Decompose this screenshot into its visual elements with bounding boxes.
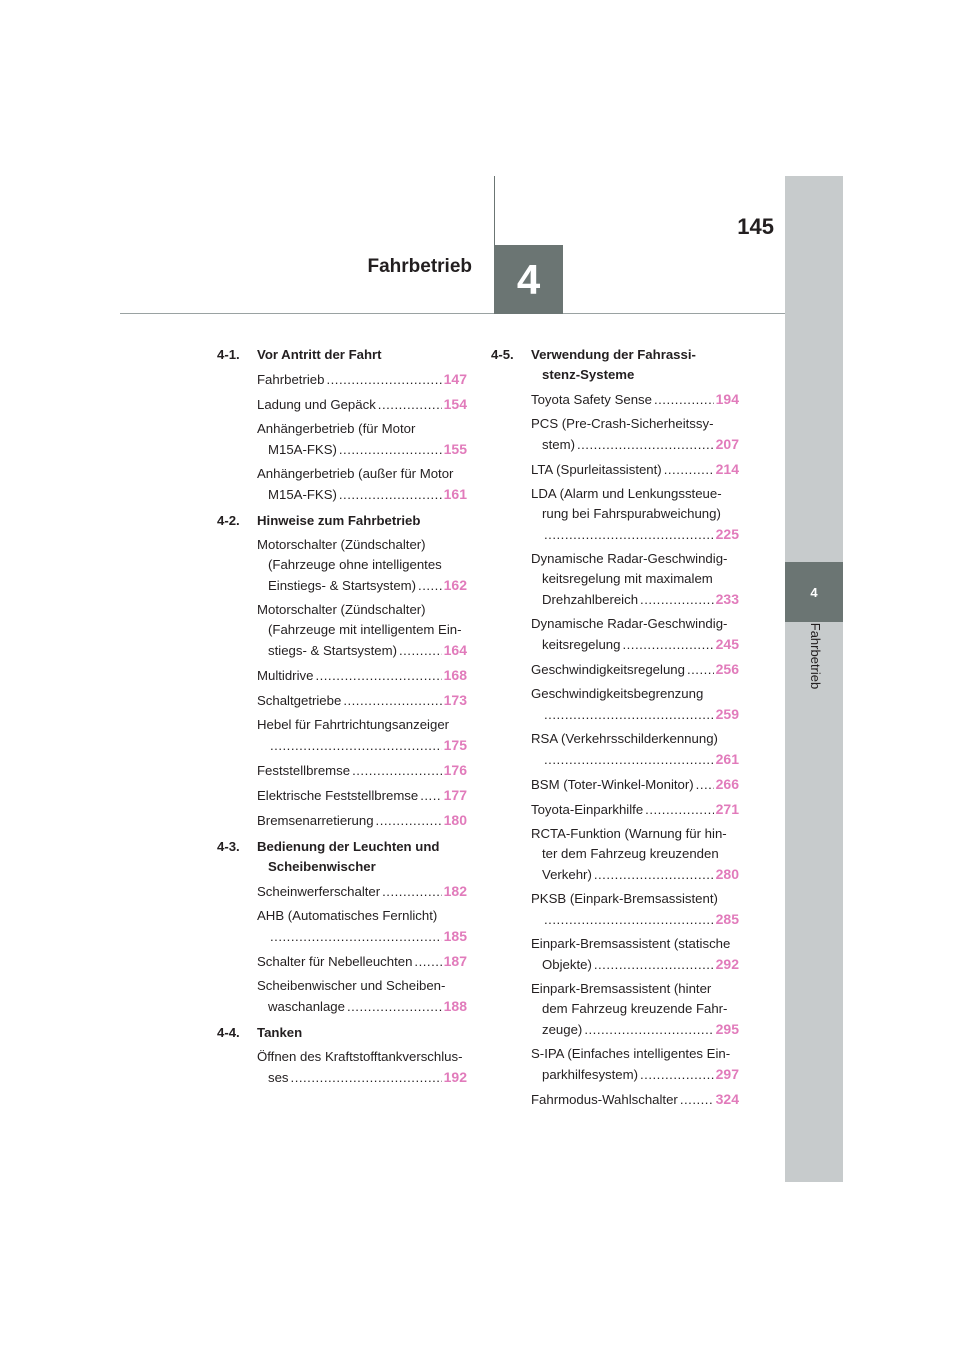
entry-last-line [257,760,467,781]
dot-leader [315,666,441,686]
dot-leader [680,1090,714,1110]
dot-leader [696,775,714,795]
section-heading [217,511,467,531]
dot-leader [270,927,442,947]
entry-text: Einstiegs- & Startsystem) [268,578,417,593]
dot-leader [544,525,714,545]
entry-text-line: Motorschalter (Zündschalter) [257,602,426,617]
page-link[interactable]: 175 [443,737,467,753]
page-link[interactable]: 177 [443,787,467,803]
entry-last-line [257,735,467,756]
page-link[interactable]: 259 [715,706,739,722]
toc-section [491,345,739,1110]
toc-section [217,511,467,831]
entry-text-line: keitsregelung mit maximalem [542,571,713,586]
page-link[interactable]: 233 [715,591,739,607]
dot-leader [594,955,714,975]
section-number: 4-5. [491,347,514,362]
page-link[interactable]: 187 [443,953,467,969]
page-link[interactable]: 245 [715,636,739,652]
dot-leader [594,865,714,885]
entry-text: M15A-FKS) [268,442,337,457]
section-title [257,345,467,365]
dot-leader [326,370,441,390]
entry-text-line: (Fahrzeuge mit intelligentem Ein- [268,622,462,637]
entry-last-line [531,1089,739,1110]
entry-text: zeuge) [542,1022,583,1037]
page-link[interactable]: 214 [715,461,739,477]
page-link[interactable]: 164 [443,642,467,658]
page-link[interactable]: 162 [443,577,467,593]
toc-entry[interactable] [257,464,467,505]
entry-text-line: Dynamische Radar-Geschwindig- [531,616,728,631]
dot-leader [420,786,441,806]
entry-last-line [257,951,467,972]
page-link[interactable]: 256 [715,661,739,677]
page-link[interactable]: 280 [715,866,739,882]
section-title-line: Tanken [257,1025,303,1040]
entry-last-line [531,634,739,655]
toc-entry[interactable] [531,414,739,455]
entry-text: keitsregelung [542,637,621,652]
toc-entry[interactable] [531,459,739,480]
entry-text: stiegs- & Startsystem) [268,643,397,658]
dot-leader [640,590,714,610]
dot-leader [352,761,442,781]
toc-left-column [217,345,467,1094]
entry-text: Bremsenarretierung [257,813,374,828]
chapter-title: Fahrbetrieb [367,256,472,277]
page-link[interactable]: 185 [443,928,467,944]
entry-text-line: PKSB (Einpark-Bremsassistent) [531,891,718,906]
entry-text: Elektrische Feststellbremse [257,788,419,803]
toc-entry[interactable] [531,774,739,795]
entry-last-line [531,799,739,820]
entry-text: Verkehr) [542,867,592,882]
page-link[interactable]: 292 [715,956,739,972]
toc-entry[interactable] [531,729,739,770]
dot-leader [382,882,442,902]
dot-leader [640,1065,714,1085]
page-link[interactable]: 194 [715,391,739,407]
dot-leader [577,435,714,455]
section-heading [217,1023,467,1043]
toc-entry[interactable] [257,535,467,596]
section-number: 4-4. [217,1025,240,1040]
entry-text-line: Anhängerbetrieb (für Motor [257,421,416,436]
page-link[interactable]: 180 [443,812,467,828]
section-number: 4-2. [217,513,240,528]
entry-text: LTA (Spurleitassistent) [531,462,662,477]
entry-text: M15A-FKS) [268,487,337,502]
entry-text-line: Öffnen des Kraftstofftankverschlus- [257,1049,463,1064]
entry-text-line: Einpark-Bremsassistent (statische [531,936,731,951]
entry-text-line: dem Fahrzeug kreuzende Fahr- [542,1001,728,1016]
page-link[interactable]: 266 [715,776,739,792]
page-link[interactable]: 285 [715,911,739,927]
entry-last-line [257,665,467,686]
entry-last-line [257,810,467,831]
toc-entry[interactable] [257,951,467,972]
dot-leader [645,800,713,820]
section-title-line: Bedienung der Leuchten und [257,839,440,854]
section-number: 4-1. [217,347,240,362]
entry-last-line [257,484,467,505]
entry-last-line [257,439,467,460]
entry-text: Schalter für Nebelleuchten [257,954,413,969]
toc-entry[interactable] [257,600,467,661]
dot-leader [544,705,714,725]
entry-text: Multidrive [257,668,314,683]
entry-text: BSM (Toter-Winkel-Monitor) [531,777,694,792]
entry-text: Geschwindigkeitsregelung [531,662,685,677]
dot-leader [687,660,714,680]
toc-entry[interactable] [531,824,739,885]
entry-last-line [531,864,739,885]
dot-leader [376,811,442,831]
entry-text: ses [268,1070,289,1085]
page-link[interactable]: 173 [443,692,467,708]
section-title [257,1023,467,1043]
entry-last-line [257,1067,467,1088]
page-link[interactable]: 297 [715,1066,739,1082]
dot-leader [378,395,442,415]
toc-entry[interactable] [257,369,467,390]
entry-last-line [257,369,467,390]
dot-leader [339,440,442,460]
entry-last-line [531,389,739,410]
toc-entry[interactable] [531,659,739,680]
toc-entry[interactable] [531,389,739,410]
entry-last-line [531,954,739,975]
entry-last-line [257,926,467,947]
page-link[interactable]: 168 [443,667,467,683]
entry-last-line [257,690,467,711]
entry-last-line [257,575,467,596]
entry-text-line: Einpark-Bremsassistent (hinter [531,981,712,996]
section-title-line: Vor Antritt der Fahrt [257,347,382,362]
page-link[interactable]: 261 [715,751,739,767]
toc-entry[interactable] [257,419,467,460]
toc-entry[interactable] [257,665,467,686]
page-link[interactable]: 295 [715,1021,739,1037]
entry-text-line: S-IPA (Einfaches intelligentes Ein- [531,1046,731,1061]
entry-text: Schaltgetriebe [257,693,342,708]
page-link[interactable]: 271 [715,801,739,817]
section-title-line: Scheibenwischer [268,859,376,874]
entry-text: Toyota-Einparkhilfe [531,802,644,817]
section-title-line: Verwendung der Fahrassi- [531,347,696,362]
chapter-number-box: 4 [494,245,563,314]
entry-last-line [257,881,467,902]
toc-entry[interactable] [531,1044,739,1085]
entry-text-line: RSA (Verkehrsschilderkennung) [531,731,718,746]
entry-last-line [531,459,739,480]
toc-entry[interactable] [531,484,739,545]
entry-last-line [531,434,739,455]
entry-last-line [531,589,739,610]
toc-section [217,837,467,1017]
toc-entry[interactable] [531,979,739,1040]
toc-entry[interactable] [257,976,467,1017]
toc-section [217,345,467,505]
entry-text: Feststellbremse [257,763,351,778]
section-title-line: stenz-Systeme [542,367,635,382]
section-heading [217,837,467,877]
entry-text-line: (Fahrzeuge ohne intelligentes [268,557,442,572]
entry-text-line: AHB (Automatisches Fernlicht) [257,908,438,923]
dot-leader [654,390,714,410]
side-tab-number: 4 [785,562,843,622]
dot-leader [584,1020,713,1040]
page-link[interactable]: 182 [443,883,467,899]
entry-text-line: ter dem Fahrzeug kreuzenden [542,846,719,861]
dot-leader [664,460,714,480]
page-number: 145 [737,214,774,239]
dot-leader [339,485,442,505]
entry-text: Toyota Safety Sense [531,392,652,407]
entry-last-line [531,1064,739,1085]
page-link[interactable]: 192 [443,1069,467,1085]
entry-text-line: Geschwindigkeitsbegrenzung [531,686,704,701]
section-title-line: Hinweise zum Fahrbetrieb [257,513,421,528]
entry-text: Objekte) [542,957,592,972]
toc-entry[interactable] [531,549,739,610]
dot-leader [622,635,713,655]
entry-text-line: Scheibenwischer und Scheiben- [257,978,446,993]
dot-leader [270,736,442,756]
section-title [531,345,739,385]
entry-text-line: Hebel für Fahrtrichtungsanzeiger [257,717,450,732]
entry-text-line: Motorschalter (Zündschalter) [257,537,426,552]
entry-last-line [531,774,739,795]
toc-entry[interactable] [257,760,467,781]
entry-text-line: Anhängerbetrieb (außer für Motor [257,466,454,481]
page-link[interactable]: 207 [715,436,739,452]
entry-text: Ladung und Gepäck [257,397,376,412]
entry-text: Drehzahlbereich [542,592,639,607]
entry-last-line [257,640,467,661]
toc-section [217,1023,467,1088]
entry-text: Fahrbetrieb [257,372,325,387]
dot-leader [291,1068,442,1088]
page-link[interactable]: 161 [443,486,467,502]
side-tab-title: Fahrbetrieb [808,622,823,690]
entry-text-line: Dynamische Radar-Geschwindig- [531,551,728,566]
page-link[interactable]: 324 [715,1091,739,1107]
section-title [257,837,467,877]
toc-entry[interactable] [257,881,467,902]
page-link[interactable]: 147 [443,371,467,387]
toc-entry[interactable] [257,785,467,806]
toc-right-column [491,345,739,1116]
toc-entry[interactable] [257,394,467,415]
dot-leader [347,997,442,1017]
toc-entry[interactable] [531,1089,739,1110]
toc-entry[interactable] [257,1047,467,1088]
entry-text: parkhilfesystem) [542,1067,639,1082]
entry-last-line [531,1019,739,1040]
page-link[interactable]: 155 [443,441,467,457]
toc-entry[interactable] [257,690,467,711]
entry-last-line [531,524,739,545]
toc-entry[interactable] [257,715,467,756]
entry-text-line: LDA (Alarm und Lenkungssteue- [531,486,722,501]
entry-text-line: PCS (Pre-Crash-Sicherheitssy- [531,416,714,431]
dot-leader [544,910,714,930]
toc-entry[interactable] [531,799,739,820]
dot-leader [414,952,441,972]
toc-entry[interactable] [257,810,467,831]
entry-last-line [531,909,739,930]
toc-entry[interactable] [531,934,739,975]
dot-leader [399,641,442,661]
dot-leader [343,691,441,711]
section-heading [217,345,467,365]
entry-text-line: RCTA-Funktion (Warnung für hin- [531,826,727,841]
toc-entry[interactable] [257,906,467,947]
section-number: 4-3. [217,839,240,854]
section-heading [491,345,739,385]
entry-text-line: rung bei Fahrspurabweichung) [542,506,721,521]
entry-last-line [257,394,467,415]
toc-entry[interactable] [531,684,739,725]
page-link[interactable]: 154 [443,396,467,412]
entry-last-line [531,659,739,680]
entry-text: waschanlage [268,999,345,1014]
entry-last-line [257,996,467,1017]
page-link[interactable]: 225 [715,526,739,542]
toc-entry[interactable] [531,614,739,655]
dot-leader [418,576,442,596]
page-link[interactable]: 176 [443,762,467,778]
header-horizontal-rule [120,313,785,314]
page-link[interactable]: 188 [443,998,467,1014]
entry-text: stem) [542,437,575,452]
entry-last-line [531,704,739,725]
dot-leader [544,750,714,770]
section-title [257,511,467,531]
entry-last-line [531,749,739,770]
entry-text: Fahrmodus-Wahlschalter [531,1092,678,1107]
entry-last-line [257,785,467,806]
toc-entry[interactable] [531,889,739,930]
entry-text: Scheinwerferschalter [257,884,381,899]
